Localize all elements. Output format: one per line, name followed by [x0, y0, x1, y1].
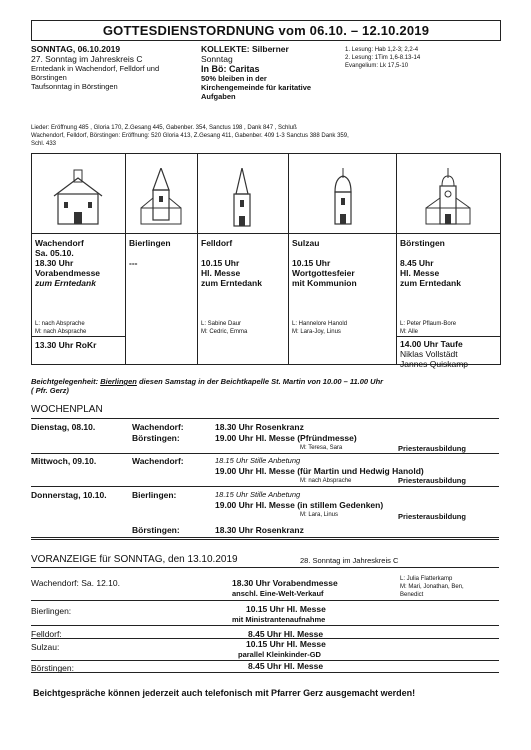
vor-event: 8.45 Uhr Hl. Messe: [248, 629, 324, 639]
staff-line: L: Julia Flatterkamp: [400, 576, 453, 582]
week-event: 19.00 Uhr Hl. Messe (Pfründmesse): [215, 433, 357, 443]
staff-line: M: Lara-Joy, Linus: [292, 329, 341, 335]
sunday-line: 27. Sonntag im Jahreskreis C: [31, 54, 143, 64]
parish-felldorf: [201, 238, 287, 288]
parish-line: 8.45 Uhr: [400, 258, 434, 268]
parish-line: Hl. Messe: [201, 268, 241, 278]
parish-boerstingen: [400, 238, 498, 288]
vor-place: Wachendorf: Sa. 12.10.: [31, 578, 120, 588]
voranzeige-subheading: 28. Sonntag im Jahreskreis C: [300, 556, 399, 565]
vor-place: Börstingen:: [31, 663, 74, 673]
staff-line: L: Sabine Daur: [201, 321, 242, 327]
kollekte-line: Sonntag: [201, 54, 233, 64]
reading-line: 1. Lesung: Hab 1,2-3; 2,2-4: [345, 47, 419, 53]
parish-name: Börstingen: [400, 238, 445, 248]
week-note: Priesterausbildung: [398, 444, 466, 453]
week-event: 19.00 Uhr Hl. Messe (in stillem Gedenken): [215, 500, 384, 510]
sunday-line: Börstingen: [31, 73, 67, 82]
extra-line: 14.00 Uhr Taufe: [400, 339, 463, 349]
parish-name: Wachendorf: [35, 238, 84, 248]
parish-line: 10.15 Uhr: [292, 258, 331, 268]
week-place: Börstingen:: [132, 525, 180, 535]
beicht-text: diesen Samstag in der Beichtkapelle St. Martin von 10.00 – 11.00 Uhr: [138, 377, 384, 386]
sunday-line: Taufsonntag in Börstingen: [31, 82, 118, 91]
wochenplan-heading: WOCHENPLAN: [31, 404, 103, 415]
vor-place: Bierlingen:: [31, 606, 72, 616]
parish-line: Hl. Messe: [400, 268, 440, 278]
parish-line: 10.15 Uhr: [201, 258, 240, 268]
kollekte-note: Kirchengemeinde für karitative: [201, 83, 312, 92]
sunday-heading: SONNTAG, 06.10.2019: [31, 44, 121, 54]
reading-line: 2. Lesung: 1Tim 1,6-8.13-14: [345, 55, 421, 61]
beicht-notice: [31, 377, 501, 395]
week-event: 18.30 Uhr Rosenkranz: [215, 422, 304, 432]
parish-extra: [400, 339, 468, 369]
week-place: Wachendorf:: [132, 422, 184, 432]
staff-line: M: Mari, Jonathan, Ben,: [400, 584, 464, 590]
kollekte-note: 50% bleiben in der: [201, 74, 267, 83]
staff-line: M: Alle: [400, 329, 419, 335]
voranzeige-heading: VORANZEIGE für SONNTAG, den 13.10.2019: [31, 554, 238, 565]
vor-event: 8.45 Uhr Hl. Messe: [248, 661, 324, 671]
kollekte-caritas: In Bö: Caritas: [201, 64, 260, 74]
beicht-priest: ( Pfr. Gerz): [31, 386, 69, 395]
church-bierlingen-icon: [131, 168, 191, 230]
week-sub: M: Lara, Linus: [300, 512, 339, 518]
staff-line: L: nach Absprache: [35, 321, 85, 327]
parish-name: Bierlingen: [129, 238, 171, 248]
extra-line: Jannes Quiskamp: [400, 359, 469, 369]
parish-staff: [400, 320, 456, 336]
staff-line: M: nach Absprache: [35, 329, 87, 335]
lieder-line: Schl. 433: [31, 141, 57, 147]
parish-bierlingen: [129, 238, 195, 268]
church-felldorf-icon: [212, 168, 272, 230]
staff-line: Benedict: [400, 592, 424, 598]
week-day: Donnerstag, 10.10.: [31, 490, 107, 500]
kollekte-info: [201, 44, 341, 101]
parish-line: zum Erntedank: [400, 278, 461, 288]
parish-line: 18.30 Uhr: [35, 258, 74, 268]
vor-place: Sulzau:: [31, 642, 60, 652]
page-title: GOTTESDIENSTORDNUNG vom 06.10. – 12.10.2019: [31, 20, 501, 41]
church-wachendorf-icon: [48, 168, 108, 230]
parish-line: Sa. 05.10.: [35, 248, 74, 258]
week-day: Dienstag, 08.10.: [31, 422, 96, 432]
vor-event: 10.15 Uhr Hl. Messe: [246, 604, 326, 614]
vor-event: parallel Kleinkinder-GD: [238, 650, 321, 659]
vor-staff: [400, 575, 464, 599]
week-day: Mittwoch, 09.10.: [31, 456, 97, 466]
vor-place: Felldorf:: [31, 629, 62, 639]
parish-line: mit Kommunion: [292, 278, 357, 288]
lieder-line: Lieder: Eröffnung 485 , Gloria 170, Z.Gesang 445, Gabenber. 354, Sanctus 198 , Dank 847 , Schluß: [31, 125, 297, 131]
parish-line: Wortgottesfeier: [292, 268, 355, 278]
week-event: 18.30 Uhr Rosenkranz: [215, 525, 304, 535]
extra-line: Niklas Vollstädt: [400, 349, 458, 359]
staff-line: L: Peter Pflaum-Bore: [400, 321, 457, 327]
lieder-line: Wachendorf, Felldorf, Börstingen: Eröffnung: 520 Gloria 413, Z.Gesang 411, Gabenber. 409 1-3 Sanctus 388 Dank 359,: [31, 133, 349, 139]
parish-staff: [201, 320, 247, 336]
staff-line: M: Cedric, Emma: [201, 329, 248, 335]
beicht-place: Bierlingen: [100, 377, 137, 386]
week-event: 18.15 Uhr Stille Anbetung: [215, 490, 301, 499]
staff-line: L: Hannelore Hanold: [292, 321, 348, 327]
week-place: Bierlingen:: [132, 490, 177, 500]
week-sub: M: nach Absprache: [300, 478, 352, 484]
week-event: 18.15 Uhr Stille Anbetung: [215, 456, 301, 465]
parish-line: zum Erntedank: [201, 278, 262, 288]
sunday-info: [31, 44, 196, 91]
week-sub: M: Teresa, Sara: [300, 445, 343, 451]
church-boerstingen-icon: [418, 168, 478, 230]
vor-event: 10.15 Uhr Hl. Messe: [246, 639, 326, 649]
parish-line: ---: [129, 258, 138, 268]
week-event: 19.00 Uhr Hl. Messe (für Martin und Hedwig Hanold): [215, 466, 424, 476]
church-sulzau-icon: [313, 168, 373, 230]
parish-extra: 13.30 Uhr RoKr: [35, 340, 97, 350]
readings: [345, 46, 495, 70]
parish-staff: [35, 320, 86, 336]
parish-wachendorf: [35, 238, 123, 288]
reading-line: Evangelium: Lk 17,5-10: [345, 63, 409, 69]
footer-note: Beichtgespräche können jederzeit auch telefonisch mit Pfarrer Gerz ausgemacht werden!: [33, 688, 416, 698]
parish-line: Vorabendmesse: [35, 268, 101, 278]
parish-staff: [292, 320, 347, 336]
beicht-label: Beichtgelegenheit:: [31, 377, 99, 386]
kollekte-heading: KOLLEKTE: Silberner: [201, 44, 289, 54]
week-place: Börstingen:: [132, 433, 180, 443]
parish-table: [31, 153, 501, 369]
week-note: Priesterausbildung: [398, 476, 466, 485]
parish-name: Sulzau: [292, 238, 320, 248]
parish-name: Felldorf: [201, 238, 233, 248]
week-note: Priesterausbildung: [398, 512, 466, 521]
kollekte-note: Aufgaben: [201, 92, 236, 101]
vor-event: mit Ministrantenaufnahme: [232, 615, 326, 624]
week-place: Wachendorf:: [132, 456, 184, 466]
vor-event: 18.30 Uhr Vorabendmesse: [232, 578, 338, 588]
vor-event: anschl. Eine-Welt-Verkauf: [232, 589, 324, 598]
parish-sulzau: [292, 238, 394, 288]
sunday-line: Erntedank in Wachendorf, Felldorf und: [31, 64, 160, 73]
lieder-block: [31, 124, 501, 148]
parish-line: zum Erntedank: [35, 278, 96, 288]
